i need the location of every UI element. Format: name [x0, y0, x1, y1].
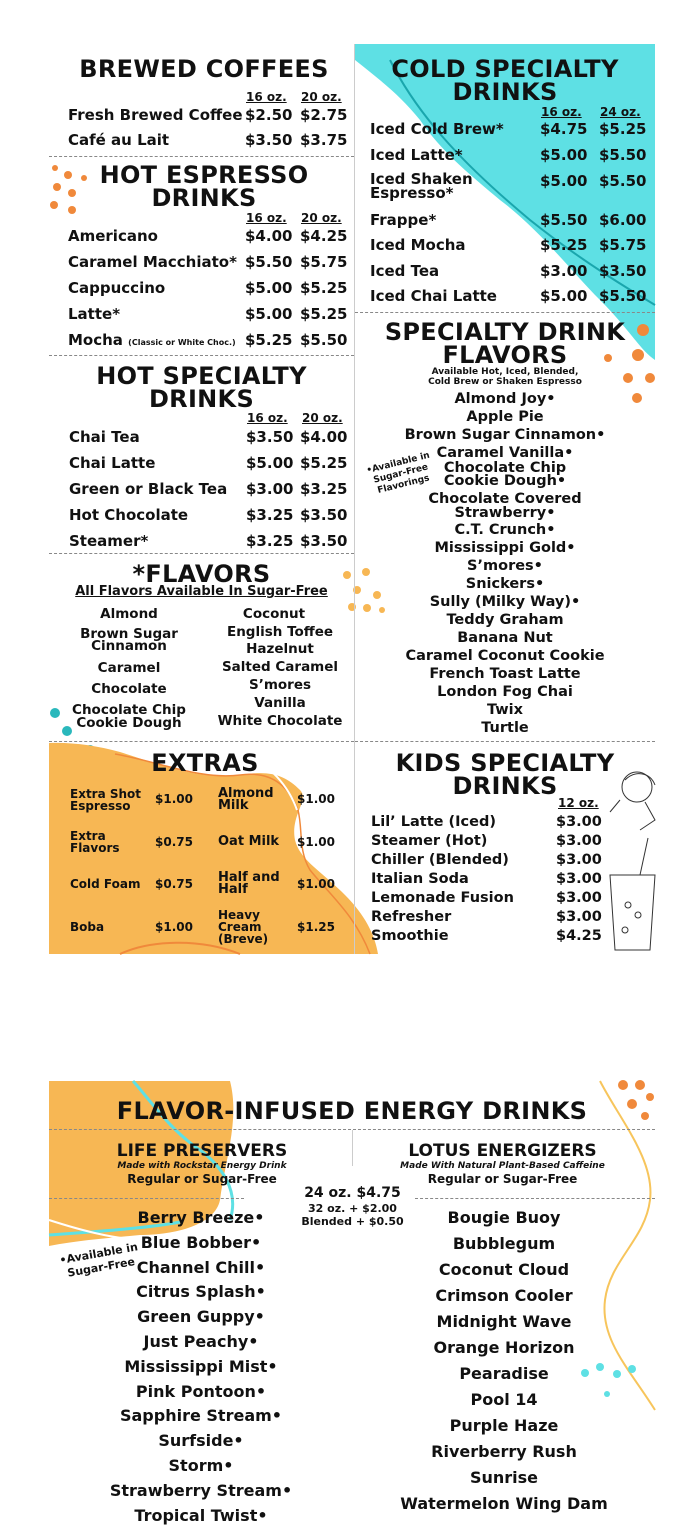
menu-item-price: $3.50 [300, 532, 348, 550]
menu-item-name: Chai Latte [69, 454, 156, 472]
menu-item-price: $5.50 [245, 253, 293, 271]
menu-item-price: $3.00 [556, 909, 602, 925]
energy-flavor-item: Sapphire Stream• [119, 1406, 283, 1426]
flavor-item: Chocolate Chip Cookie Dough• [443, 460, 567, 489]
menu-item-price: $5.75 [599, 236, 647, 254]
menu-item-price: $2.75 [300, 106, 348, 124]
size-label: 20 oz. [302, 411, 343, 425]
extra-item-name: Extra Shot Espresso [70, 787, 142, 813]
section-subtitle: All Flavors Available In Sugar-Free [75, 584, 328, 599]
menu-item-price: $5.00 [540, 172, 588, 190]
menu-item-price: $3.00 [556, 890, 602, 906]
flavor-item: Apple Pie [466, 409, 544, 425]
flavor-item: Banana Nut [457, 630, 553, 646]
menu-item-price: $4.00 [300, 428, 348, 446]
section-title: SPECIALTY DRINK [384, 318, 626, 346]
divider [355, 312, 655, 313]
size-label: 12 oz. [558, 796, 599, 810]
menu-item-name: Refresher [371, 909, 452, 925]
size-label: 16 oz. [541, 105, 582, 119]
size-label: 24 oz. [600, 105, 641, 119]
section-title: *FLAVORS [132, 560, 271, 588]
menu-item-price: $5.00 [245, 279, 293, 297]
menu-item-name: Lil’ Latte (Iced) [371, 814, 496, 830]
energy-flavor-item: Just Peachy• [143, 1332, 259, 1351]
section-subtitle: Cold Brew or Shaken Espresso [428, 377, 582, 387]
flavor-item: London Fog Chai [437, 684, 573, 700]
divider [355, 741, 655, 742]
extra-item-price: $1.00 [297, 835, 335, 849]
menu-item-name: Iced Tea [370, 262, 440, 280]
divider [49, 1198, 244, 1199]
section-title: FLAVORS [442, 341, 568, 369]
menu-item-price: $3.00 [556, 852, 602, 868]
energy-flavor-item: Storm• [168, 1456, 234, 1475]
flavor-item: Coconut [242, 606, 306, 622]
menu-item-price: $4.25 [300, 227, 348, 245]
extra-item-name: Heavy Cream (Breve) [218, 908, 269, 946]
menu-item-name: Chiller (Blended) [371, 852, 509, 868]
flavor-item: English Toffee [226, 624, 334, 640]
menu-item-price: $5.25 [599, 120, 647, 138]
energy-flavor-item: Citrus Splash• [136, 1282, 266, 1302]
flavor-item: Caramel [97, 660, 161, 676]
flavor-item: Brown Sugar Cinnamon• [404, 427, 606, 443]
menu-item-name: Steamer (Hot) [371, 833, 488, 849]
menu-item-price: $2.50 [245, 106, 293, 124]
subsection-subtitle: Made With Natural Plant-Based Caffeine [400, 1161, 605, 1171]
menu-item-price: $5.50 [300, 331, 348, 349]
flavor-item: S’mores• [467, 558, 543, 574]
energy-flavor-item: Channel Chill• [136, 1257, 266, 1277]
menu-item-name: Latte* [68, 305, 121, 323]
menu-item-price: $3.50 [599, 262, 647, 280]
menu-item-price: $5.25 [300, 279, 348, 297]
section-title: HOT SPECIALTY [96, 362, 307, 390]
extra-item-name: Cold Foam [70, 877, 141, 891]
energy-flavor-item: Sunrise [469, 1468, 539, 1487]
menu-item-name: Smoothie [371, 928, 449, 944]
flavor-item: Sully (Milky Way)• [429, 594, 581, 610]
menu-item-name: Hot Chocolate [69, 506, 189, 524]
menu-item-price: $5.00 [540, 287, 588, 305]
flavor-item: Twix [486, 702, 524, 718]
menu-item-price: $6.00 [599, 211, 647, 229]
menu-item-price: $5.75 [300, 253, 348, 271]
section-title: DRINKS [151, 184, 257, 212]
extra-item-name: Oat Milk [218, 834, 280, 849]
size-label: 20 oz. [301, 211, 342, 225]
energy-flavor-item: Pink Pontoon• [135, 1381, 267, 1401]
extra-item-name: Boba [70, 920, 105, 934]
divider [49, 741, 354, 742]
flavor-item: Vanilla [254, 695, 306, 711]
size-label: 20 oz. [301, 90, 342, 104]
flavor-item: Chocolate Chip Cookie Dough [72, 702, 186, 731]
size-label: 16 oz. [246, 211, 287, 225]
energy-flavor-item: Bougie Buoy [447, 1208, 561, 1227]
energy-flavor-item: Pool 14 [470, 1390, 538, 1409]
flavor-item: C.T. Crunch• [454, 522, 556, 538]
menu-item-price: $3.00 [556, 833, 602, 849]
energy-flavor-item: Surfside• [158, 1431, 244, 1451]
menu-item-name: Fresh Brewed Coffee [68, 106, 243, 124]
menu-item-price: $3.75 [300, 131, 348, 149]
section-title: DRINKS [148, 385, 255, 413]
flavor-item: Chocolate Covered Strawberry• [428, 491, 582, 521]
energy-flavor-item: Blue Bobber• [140, 1232, 262, 1252]
extra-item-price: $1.25 [297, 920, 335, 934]
divider [49, 355, 354, 356]
section-title: HOT ESPRESSO [99, 161, 309, 189]
energy-flavor-item: Watermelon Wing Dam [400, 1494, 608, 1513]
flavor-item: Almond Joy• [454, 391, 556, 407]
menu-item-name: Iced Cold Brew* [370, 120, 504, 138]
menu-item-price: $3.50 [246, 428, 294, 446]
menu-item-price: $4.00 [245, 227, 293, 245]
flavor-item: Caramel Coconut Cookie [405, 648, 605, 664]
menu-item-name: Iced Chai Latte [370, 287, 497, 305]
flavor-item: French Toast Latte [429, 666, 581, 682]
energy-flavor-item: Coconut Cloud [438, 1260, 570, 1279]
size-label: 16 oz. [247, 411, 288, 425]
menu-item-price: $5.00 [540, 146, 588, 164]
flavor-item: White Chocolate [217, 713, 343, 729]
section-title: COLD SPECIALTY [391, 55, 619, 83]
menu-item-price: $4.75 [540, 120, 588, 138]
menu-item-price: $3.25 [246, 532, 294, 550]
menu-item-price: $5.25 [540, 236, 588, 254]
menu-item-name: Lemonade Fusion [371, 890, 514, 906]
flavor-item: Chocolate [91, 681, 167, 697]
flavor-item: Hazelnut [246, 641, 314, 657]
menu-item-name: Iced Latte* [370, 146, 463, 164]
extra-item-price: $0.75 [155, 835, 193, 849]
divider [49, 553, 354, 554]
extra-item-price: $1.00 [155, 792, 193, 806]
menu-item-price: $3.00 [540, 262, 588, 280]
menu-item-label: Mocha [68, 331, 123, 349]
menu-item-price: $3.25 [300, 480, 348, 498]
menu-item-price: $3.00 [556, 814, 602, 830]
menu-item-price: $5.50 [599, 287, 647, 305]
menu-item-name: Green or Black Tea [69, 480, 228, 498]
menu-item-price: $5.25 [245, 331, 293, 349]
extra-item-price: $1.00 [297, 792, 335, 806]
energy-flavor-item: Green Guppy• [137, 1307, 265, 1327]
flavor-item: Turtle [481, 720, 529, 736]
flavor-item: Salted Caramel [221, 659, 339, 675]
menu-item-name: Frappe* [370, 211, 437, 229]
energy-flavor-item: Crimson Cooler [435, 1286, 573, 1305]
sugar-free-note: •Available in Sugar-Free Flavorings [365, 450, 431, 496]
menu-item-name: Cappuccino [68, 279, 166, 297]
menu-item-price: $3.00 [556, 871, 602, 887]
energy-price: 32 oz. + $2.00 [308, 1202, 397, 1215]
subsection-subtitle: Made with Rockstar Energy Drink [117, 1161, 287, 1171]
menu-item-price: $5.50 [540, 211, 588, 229]
divider [49, 156, 354, 157]
energy-flavor-item: Strawberry Stream• [109, 1480, 293, 1500]
menu-item-price: $3.25 [246, 506, 294, 524]
size-label: 16 oz. [246, 90, 287, 104]
extra-item-price: $0.75 [155, 877, 193, 891]
extra-item-name: Half and Half [218, 870, 280, 897]
energy-flavor-item: Berry Breeze• [137, 1208, 265, 1227]
menu-item-name [68, 331, 236, 352]
section-title: DRINKS [452, 772, 558, 800]
flavor-item: Brown Sugar Cinnamon [80, 626, 178, 654]
menu-item-price: $5.25 [300, 454, 348, 472]
menu-item-name: Iced Shaken Espresso* [370, 170, 473, 202]
menu-item-name: Caramel Macchiato* [68, 253, 237, 271]
subsection-title: LOTUS ENERGIZERS [408, 1141, 597, 1161]
section-title: BREWED COFFEES [79, 55, 329, 83]
subsection-subtitle: Regular or Sugar-Free [127, 1172, 277, 1186]
menu-item-name: Steamer* [69, 532, 149, 550]
menu-item-price: $5.00 [246, 454, 294, 472]
menu-item-name: Café au Lait [68, 131, 170, 149]
flavor-item: Caramel Vanilla• [436, 445, 574, 461]
flavor-item: Almond [100, 606, 158, 622]
menu-item-price: $5.00 [245, 305, 293, 323]
menu-item-name: Chai Tea [69, 428, 140, 446]
energy-flavor-item: Mississippi Mist• [124, 1356, 278, 1376]
energy-flavor-item: Orange Horizon [433, 1338, 575, 1357]
flavor-item: Mississippi Gold• [434, 540, 576, 556]
divider [352, 1130, 353, 1166]
energy-flavor-item: Midnight Wave [436, 1312, 572, 1331]
menu-item-price: $3.50 [245, 131, 293, 149]
menu-item-price: $3.50 [300, 506, 348, 524]
extra-item-name: Almond Milk [218, 786, 274, 813]
menu-item-name: Italian Soda [371, 871, 469, 887]
sugar-free-note: •Available in Sugar-Free [58, 1240, 139, 1280]
section-title: KIDS SPECIALTY [395, 749, 615, 777]
divider [415, 1198, 655, 1199]
energy-price: 24 oz. $4.75 [304, 1185, 401, 1201]
subsection-subtitle: Regular or Sugar-Free [427, 1172, 578, 1186]
menu-item-name: Iced Mocha [370, 236, 466, 254]
section-title: DRINKS [452, 78, 558, 106]
energy-flavor-item: Riverberry Rush [431, 1442, 577, 1461]
flavor-item: Snickers• [465, 576, 545, 592]
menu-item-price: $4.25 [556, 928, 602, 944]
section-title: EXTRAS [151, 749, 259, 777]
section-title: FLAVOR-INFUSED ENERGY DRINKS [116, 1097, 588, 1125]
energy-flavor-item: Tropical Twist• [134, 1505, 268, 1525]
energy-flavor-item: Bubblegum [452, 1234, 556, 1253]
menu-item-price: $5.25 [300, 305, 348, 323]
energy-flavor-item: Pearadise [459, 1364, 549, 1383]
menu-item-price: $5.50 [599, 172, 647, 190]
energy-price: Blended + $0.50 [301, 1215, 404, 1228]
energy-flavor-item: Purple Haze [449, 1416, 559, 1435]
extra-item-price: $1.00 [297, 877, 335, 891]
menu-item-price: $5.50 [599, 146, 647, 164]
menu-item-name: Americano [68, 227, 158, 245]
extra-item-price: $1.00 [155, 920, 193, 934]
flavor-item: S’mores [248, 677, 312, 693]
flavor-item: Teddy Graham [446, 612, 564, 628]
menu-item-price: $3.00 [246, 480, 294, 498]
menu-item-note: (Classic or White Choc.) [128, 338, 236, 347]
section-subtitle: Available Hot, Iced, Blended, [431, 367, 579, 377]
subsection-title: LIFE PRESERVERS [116, 1141, 288, 1161]
extra-item-name: Extra Flavors [70, 829, 120, 855]
